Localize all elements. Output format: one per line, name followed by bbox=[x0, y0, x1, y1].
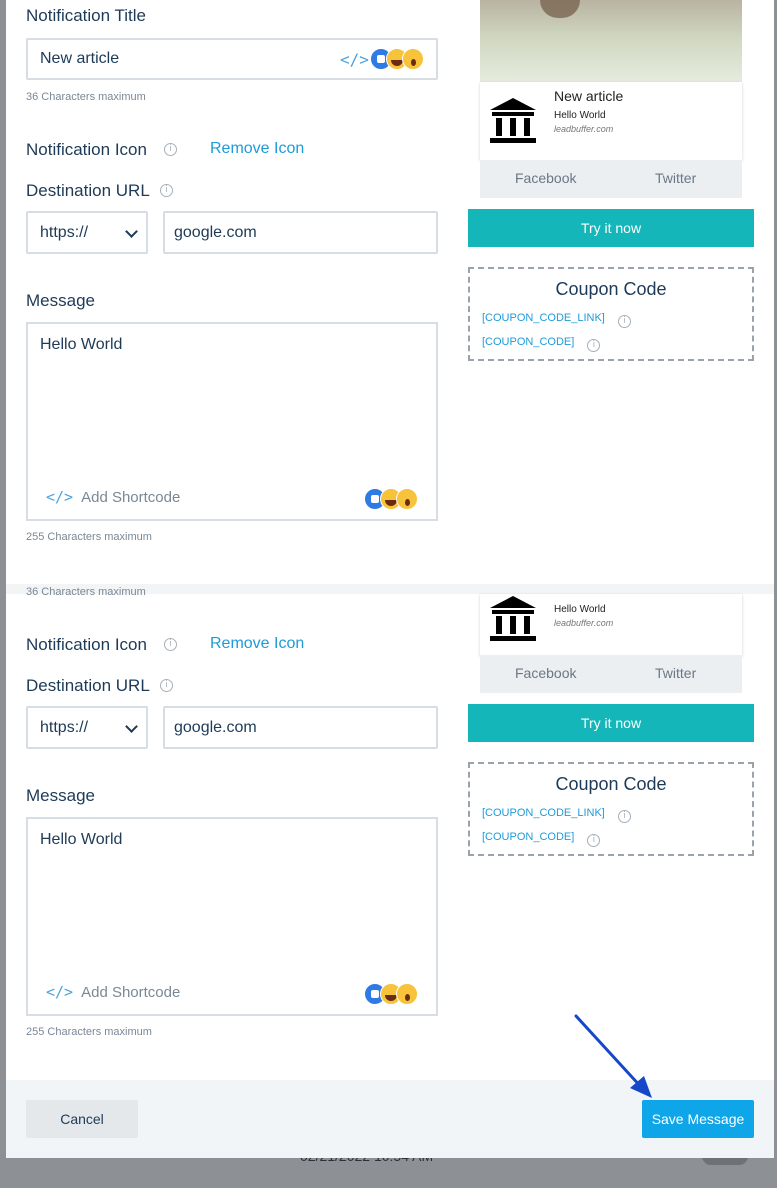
info-icon[interactable]: i bbox=[160, 679, 173, 692]
try-it-now-button[interactable]: Try it now bbox=[468, 704, 754, 742]
info-icon[interactable]: i bbox=[618, 315, 631, 328]
add-shortcode-label: Add Shortcode bbox=[81, 489, 181, 506]
protocol-select[interactable] bbox=[26, 706, 148, 749]
url-label: Destination URL bbox=[26, 676, 150, 695]
message-textarea[interactable] bbox=[26, 322, 438, 521]
info-icon[interactable]: i bbox=[587, 834, 600, 847]
url-input-value: google.com bbox=[174, 224, 257, 241]
coupon-title: Coupon Code bbox=[555, 774, 667, 794]
coupon-code-link-text: [COUPON_CODE_LINK] bbox=[482, 807, 605, 819]
remove-icon-link[interactable]: Remove Icon bbox=[210, 140, 305, 157]
icon-label: Notification Icon bbox=[26, 635, 147, 654]
coupon-code-text: [COUPON_CODE] bbox=[482, 831, 575, 843]
cancel-button[interactable]: Cancel bbox=[26, 1100, 138, 1138]
message-label: Message bbox=[26, 291, 95, 310]
coupon-box bbox=[468, 762, 754, 856]
coupon-code[interactable] bbox=[482, 336, 596, 350]
code-icon[interactable]: </> bbox=[340, 50, 369, 69]
bank-icon bbox=[488, 96, 538, 146]
code-icon: </> bbox=[46, 983, 74, 1001]
arrow-annotation-icon bbox=[570, 1010, 660, 1100]
info-icon[interactable]: i bbox=[164, 638, 177, 651]
title-hint: 36 Characters maximum bbox=[26, 91, 146, 103]
remove-icon-link[interactable]: Remove Icon bbox=[210, 635, 305, 652]
coupon-code-link[interactable] bbox=[482, 312, 626, 326]
protocol-value: https:// bbox=[40, 224, 89, 241]
preview-card bbox=[480, 594, 742, 656]
preview-title: New article bbox=[554, 88, 624, 104]
preview-message: Hello World bbox=[554, 604, 606, 615]
emoji-picker[interactable] bbox=[364, 983, 424, 1005]
coupon-box bbox=[468, 267, 754, 361]
protocol-value: https:// bbox=[40, 719, 89, 736]
message-value: Hello World bbox=[40, 831, 123, 848]
tab-twitter[interactable]: Twitter bbox=[655, 170, 697, 186]
preview-tabs bbox=[480, 655, 742, 693]
add-shortcode-button[interactable] bbox=[46, 488, 180, 506]
icon-label: Notification Icon bbox=[26, 140, 147, 159]
emoji-picker[interactable] bbox=[370, 48, 430, 70]
preview-card bbox=[480, 82, 742, 160]
url-input[interactable] bbox=[163, 706, 438, 749]
message-textarea[interactable] bbox=[26, 817, 438, 1016]
info-icon[interactable]: i bbox=[160, 184, 173, 197]
tab-facebook[interactable]: Facebook bbox=[515, 170, 577, 186]
message-hint: 255 Characters maximum bbox=[26, 1026, 152, 1038]
url-label: Destination URL bbox=[26, 181, 150, 200]
message-hint: 255 Characters maximum bbox=[26, 531, 152, 543]
add-shortcode-button[interactable] bbox=[46, 983, 180, 1001]
coupon-code[interactable] bbox=[482, 831, 596, 845]
info-icon[interactable]: i bbox=[164, 143, 177, 156]
chevron-down-icon bbox=[125, 225, 138, 238]
preview-image bbox=[480, 0, 742, 82]
message-label: Message bbox=[26, 786, 95, 805]
editor-section-top bbox=[6, 0, 774, 584]
tab-facebook[interactable]: Facebook bbox=[515, 665, 577, 681]
wow-emoji-icon bbox=[396, 983, 418, 1005]
info-icon[interactable]: i bbox=[587, 339, 600, 352]
title-input-value: New article bbox=[40, 50, 120, 67]
info-icon[interactable]: i bbox=[618, 810, 631, 823]
code-icon: </> bbox=[46, 488, 74, 506]
coupon-code-link[interactable] bbox=[482, 807, 626, 821]
title-label: Notification Title bbox=[26, 6, 146, 25]
url-input[interactable] bbox=[163, 211, 438, 254]
wow-emoji-icon bbox=[402, 48, 424, 70]
coupon-code-text: [COUPON_CODE] bbox=[482, 336, 575, 348]
editor-section-bottom bbox=[6, 586, 774, 1080]
preview-message: Hello World bbox=[554, 110, 606, 121]
wow-emoji-icon bbox=[396, 488, 418, 510]
preview-tabs bbox=[480, 160, 742, 198]
chevron-down-icon bbox=[125, 720, 138, 733]
try-it-now-button[interactable]: Try it now bbox=[468, 209, 754, 247]
bank-icon bbox=[488, 594, 538, 644]
emoji-picker[interactable] bbox=[364, 488, 424, 510]
coupon-title: Coupon Code bbox=[555, 279, 667, 299]
protocol-select[interactable] bbox=[26, 211, 148, 254]
url-input-value: google.com bbox=[174, 719, 257, 736]
message-value: Hello World bbox=[40, 336, 123, 353]
preview-url: leadbuffer.com bbox=[554, 124, 614, 134]
coupon-code-link-text: [COUPON_CODE_LINK] bbox=[482, 312, 605, 324]
preview-url: leadbuffer.com bbox=[554, 618, 614, 628]
title-input[interactable] bbox=[26, 38, 438, 80]
title-hint: 36 Characters maximum bbox=[26, 586, 146, 598]
save-message-button[interactable]: Save Message bbox=[642, 1100, 754, 1138]
add-shortcode-label: Add Shortcode bbox=[81, 984, 181, 1001]
tab-twitter[interactable]: Twitter bbox=[655, 665, 697, 681]
message-editor-modal bbox=[6, 0, 774, 1158]
